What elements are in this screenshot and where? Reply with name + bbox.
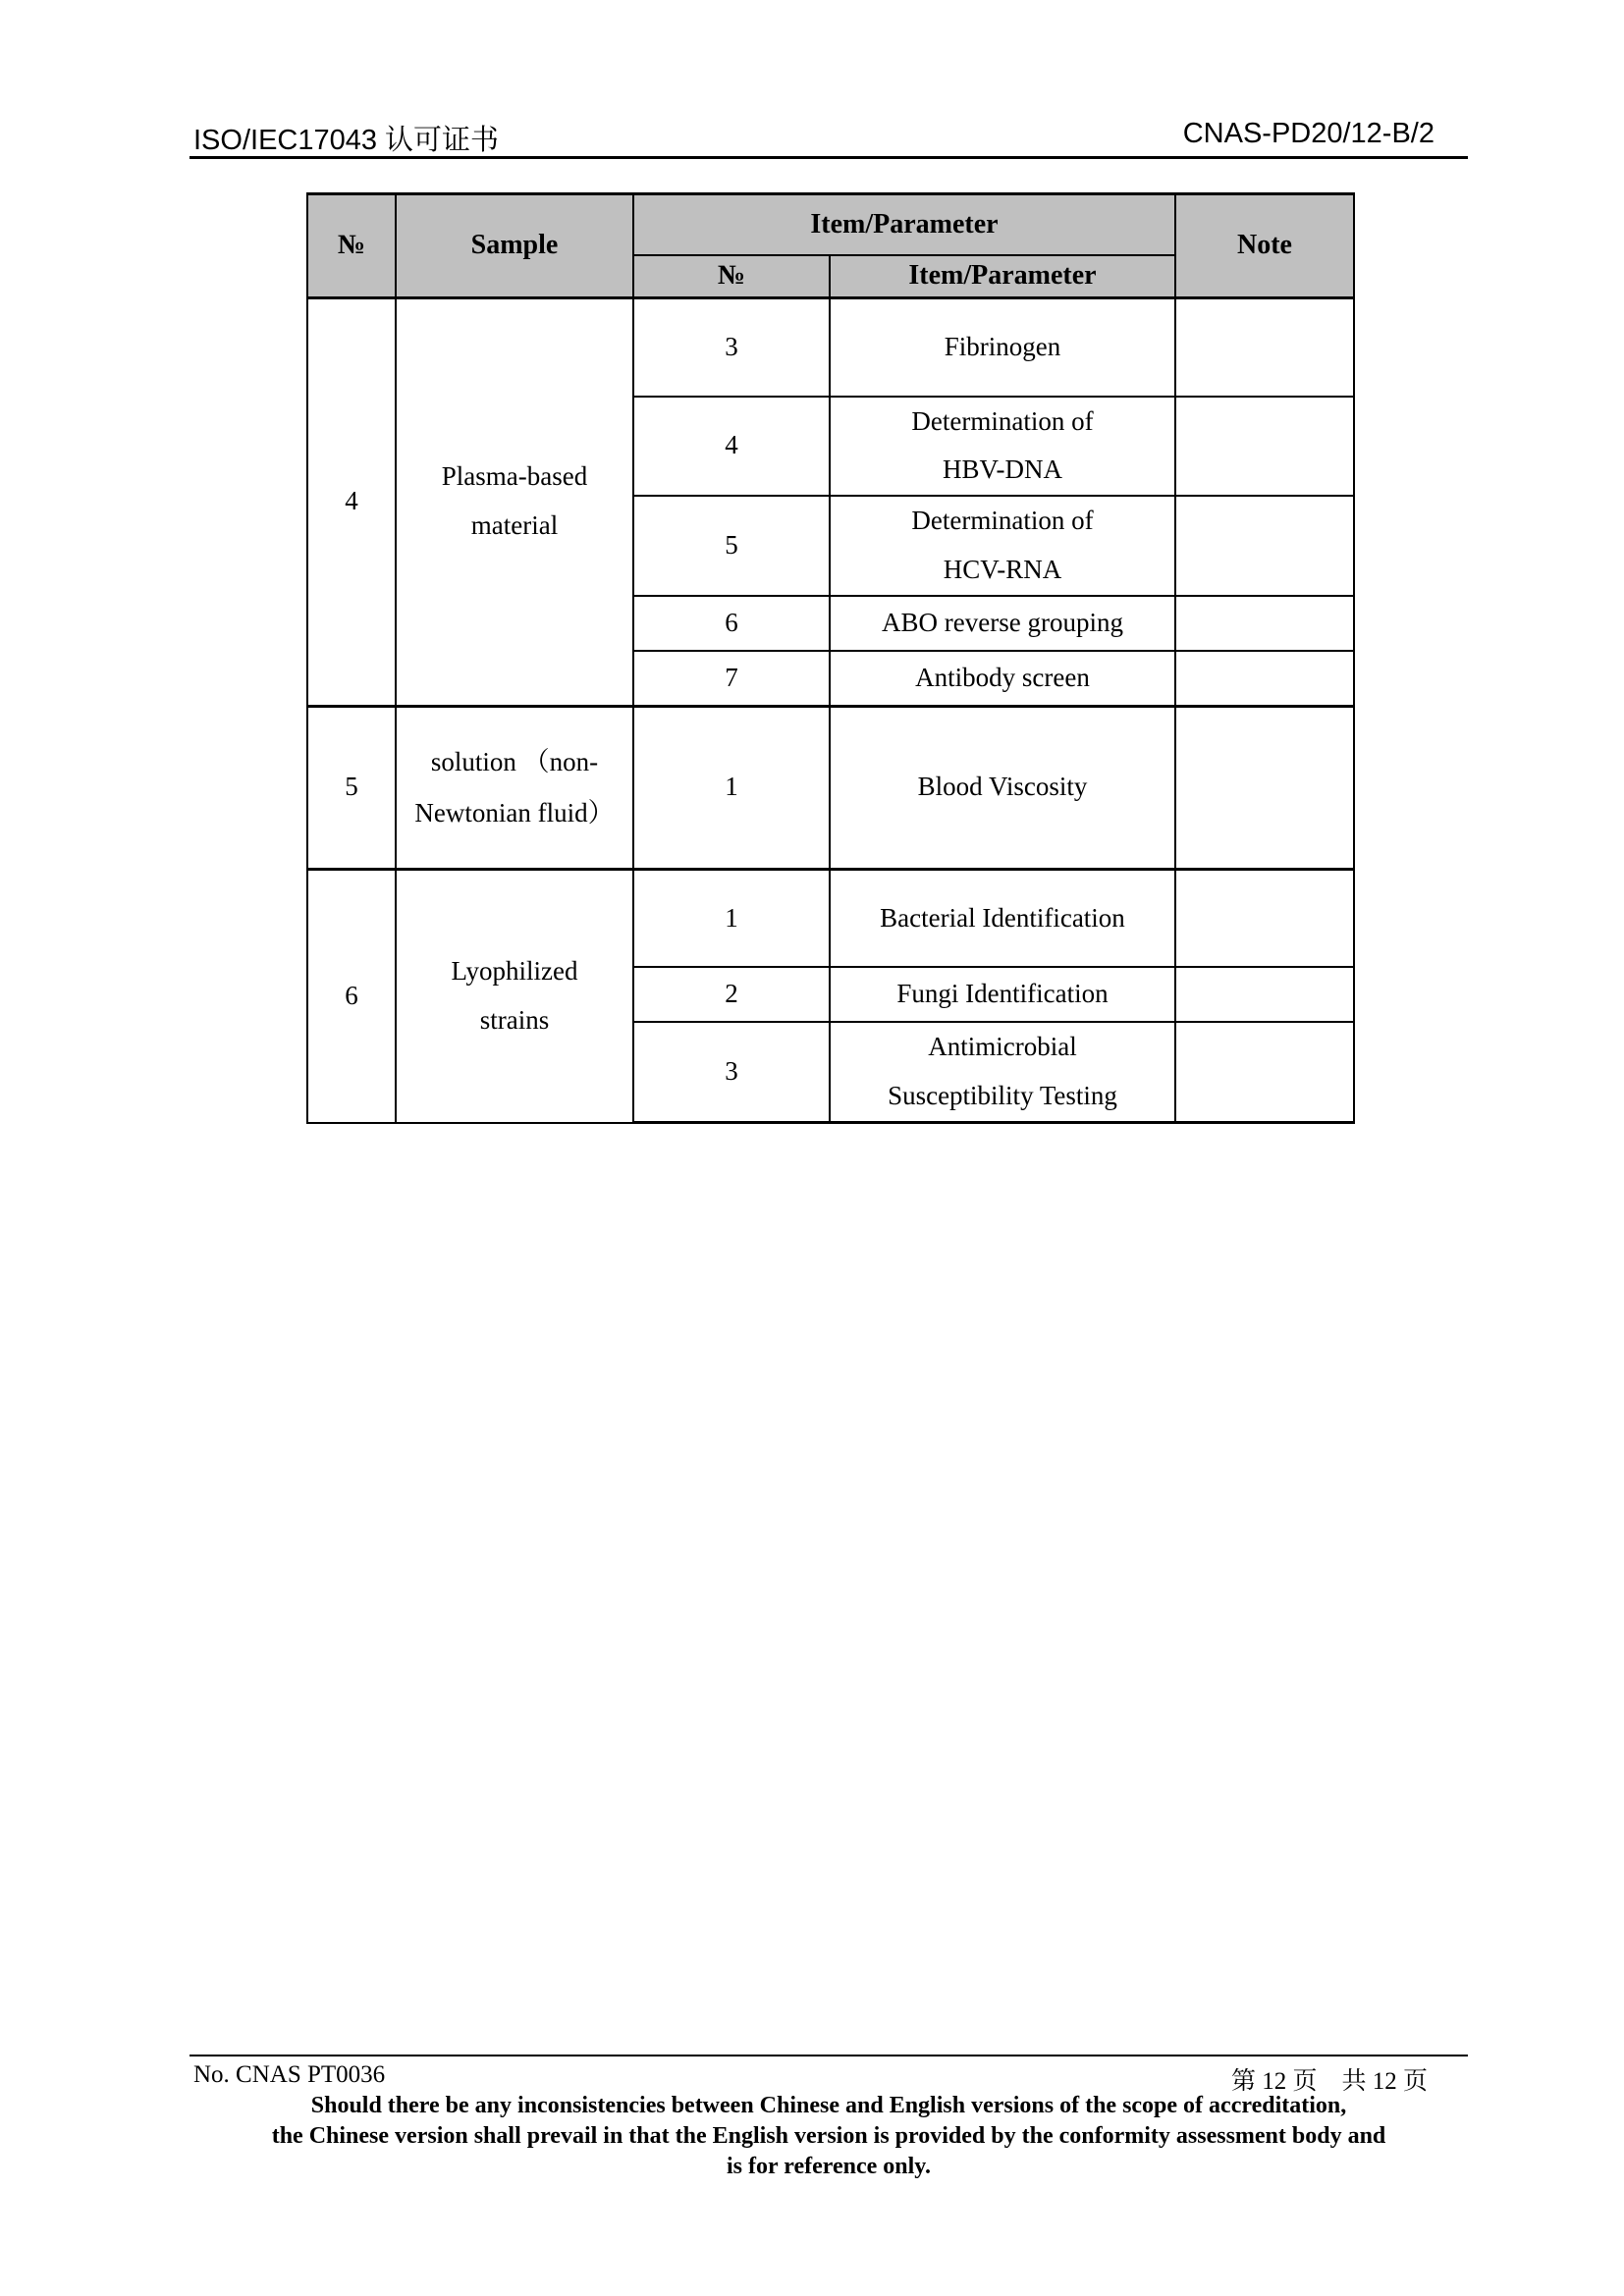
header-sub-item-parameter: Item/Parameter	[830, 255, 1175, 298]
item-note	[1175, 869, 1354, 967]
item-note	[1175, 1022, 1354, 1122]
item-note	[1175, 496, 1354, 596]
footer-disclaimer-line: Should there be any inconsistencies between Chinese and English versions of the scope of accreditation,	[310, 2093, 1347, 2118]
footer-disclaimer	[189, 2091, 1468, 2182]
item-no: 2	[633, 967, 830, 1022]
item-no: 1	[633, 706, 830, 869]
item-no: 3	[633, 298, 830, 397]
item-note	[1175, 397, 1354, 497]
section-no: 5	[307, 706, 396, 869]
item-note	[1175, 651, 1354, 706]
item-parameter: Fibrinogen	[830, 298, 1175, 397]
footer-disclaimer-line: is for reference only.	[727, 2154, 931, 2179]
footer-doc-number: No. CNAS PT0036	[193, 2061, 386, 2088]
item-parameter: Fungi Identification	[830, 967, 1175, 1022]
footer-page-number: 第 12 页 共 12 页	[1230, 2068, 1428, 2095]
item-parameter: Antibody screen	[830, 651, 1175, 706]
section-sample: Plasma-based material	[396, 298, 633, 707]
item-no: 1	[633, 869, 830, 967]
item-parameter: Determination of HBV-DNA	[830, 397, 1175, 497]
header-note: Note	[1175, 194, 1354, 298]
section-no: 6	[307, 869, 396, 1122]
item-note	[1175, 596, 1354, 651]
header-item-parameter: Item/Parameter	[633, 194, 1175, 255]
table-row	[307, 869, 1354, 967]
item-no: 3	[633, 1022, 830, 1122]
table-row	[307, 706, 1354, 869]
footer-rule	[189, 2055, 1468, 2056]
item-no: 6	[633, 596, 830, 651]
header-no: №	[307, 194, 396, 298]
header-sample: Sample	[396, 194, 633, 298]
header-title: ISO/IEC17043 认可证书	[193, 125, 500, 156]
item-no: 5	[633, 496, 830, 596]
item-no: 4	[633, 397, 830, 497]
item-parameter: Antimicrobial Susceptibility Testing	[830, 1022, 1175, 1122]
scope-table	[306, 192, 1355, 1124]
footer-disclaimer-line: the Chinese version shall prevail in that the English version is provided by the conformity assessment body and	[271, 2123, 1386, 2149]
section-sample: Lyophilized strains	[396, 869, 633, 1122]
header-doc-code: CNAS-PD20/12-B/2	[1182, 118, 1435, 149]
item-note	[1175, 298, 1354, 397]
item-parameter: Blood Viscosity	[830, 706, 1175, 869]
header-sub-no: №	[633, 255, 830, 298]
item-parameter: ABO reverse grouping	[830, 596, 1175, 651]
item-parameter: Bacterial Identification	[830, 869, 1175, 967]
section-no: 4	[307, 298, 396, 707]
item-parameter: Determination of HCV-RNA	[830, 496, 1175, 596]
item-note	[1175, 967, 1354, 1022]
header-rule	[189, 156, 1468, 159]
item-note	[1175, 706, 1354, 869]
section-sample: solution （non-Newtonian fluid）	[396, 706, 633, 869]
item-no: 7	[633, 651, 830, 706]
table-row	[307, 298, 1354, 397]
